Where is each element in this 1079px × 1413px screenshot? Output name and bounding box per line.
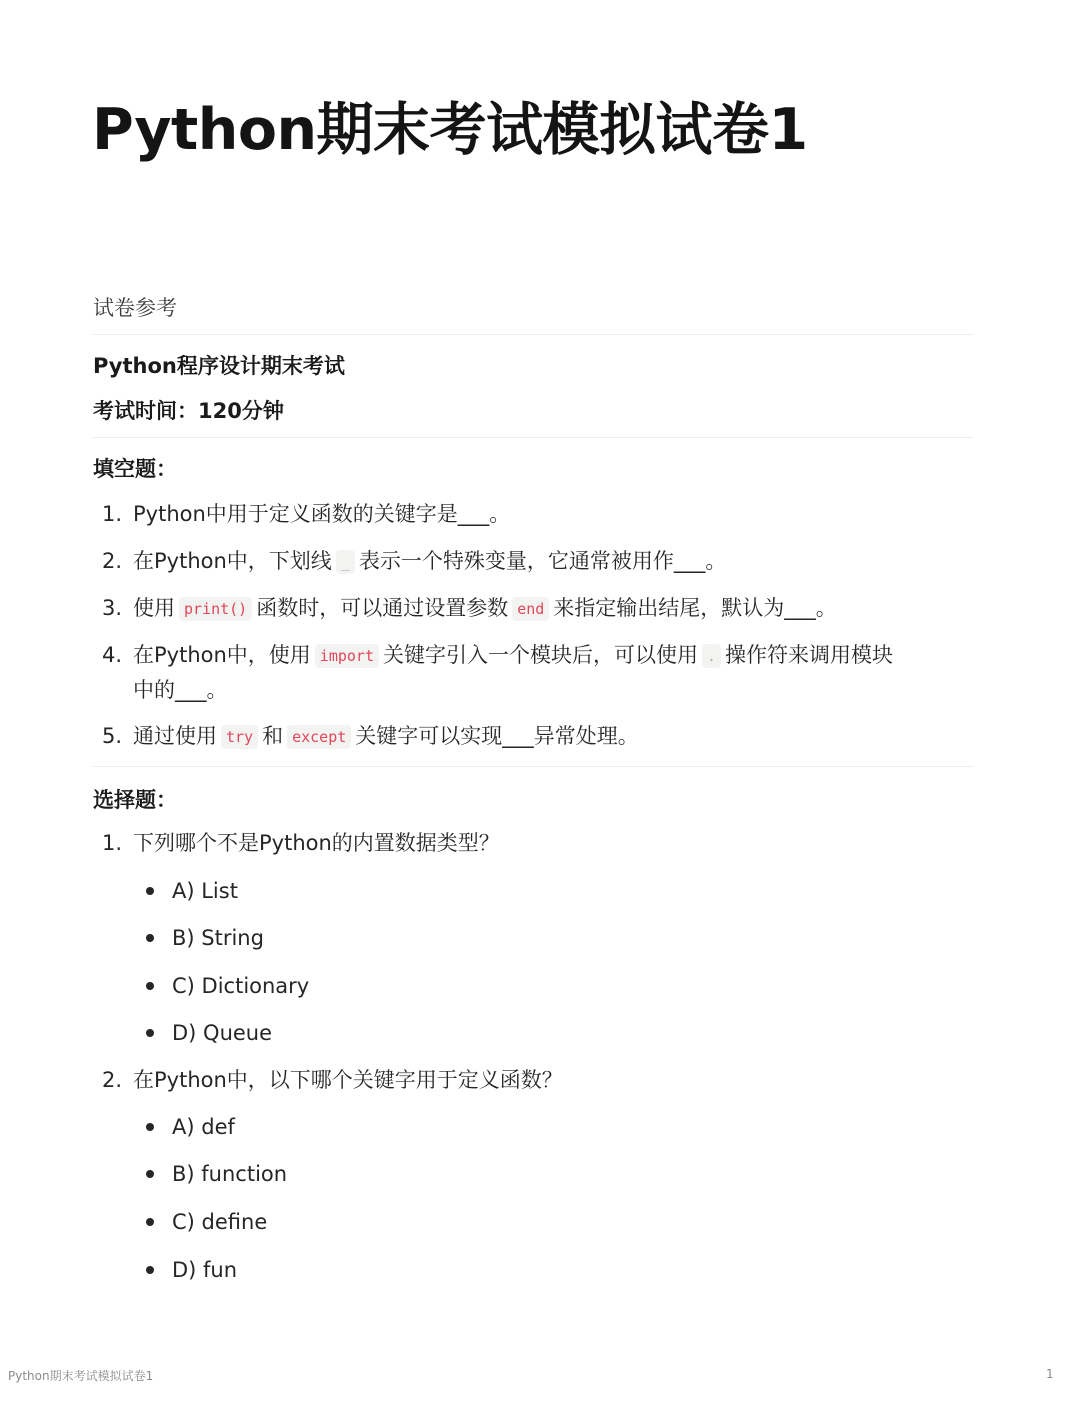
option-item <box>146 1112 235 1142</box>
inline-code: . <box>702 644 721 668</box>
item-text: Python中用于定义函数的关键字是___。 <box>133 502 511 526</box>
choice-question <box>102 1063 962 1097</box>
footer-doc-name: Python期末考试模拟试卷1 <box>8 1369 154 1383</box>
item-number: 2. <box>102 1068 123 1092</box>
item-text: 在Python中，使用 <box>133 643 311 667</box>
item-number: 1. <box>102 502 123 526</box>
bullet-icon <box>146 934 154 942</box>
question-text: 下列哪个不是Python的内置数据类型？ <box>133 831 500 855</box>
item-number: 3. <box>102 596 123 620</box>
inline-code: end <box>512 597 549 621</box>
fill-item <box>102 591 962 626</box>
item-number: 2. <box>102 549 123 573</box>
item-text: 表示一个特殊变量，它通常被用作___。 <box>358 549 727 573</box>
item-text: 和 <box>262 724 284 748</box>
bullet-icon <box>146 1266 154 1274</box>
fill-item <box>102 544 962 579</box>
item-text: 操作符来调用模块 <box>725 643 894 667</box>
option-text: D) fun <box>172 1258 238 1282</box>
option-text: D) Queue <box>172 1021 273 1045</box>
item-text: 关键字可以实现___异常处理。 <box>355 724 639 748</box>
bullet-icon <box>146 887 154 895</box>
option-text: B) function <box>172 1162 288 1186</box>
option-text: C) define <box>172 1210 268 1234</box>
choice-question <box>102 826 962 860</box>
fill-item <box>102 497 962 531</box>
inline-code: print() <box>179 597 252 621</box>
fill-item <box>102 638 962 707</box>
page-title: Python期末考试模拟试卷1 <box>92 97 808 163</box>
option-text: A) List <box>172 879 238 903</box>
divider <box>93 437 973 438</box>
option-text: A) def <box>172 1115 235 1139</box>
bullet-icon <box>146 1123 154 1131</box>
option-item <box>146 1255 237 1285</box>
bullet-icon <box>146 982 154 990</box>
divider <box>93 334 973 335</box>
option-item <box>146 876 238 906</box>
option-item <box>146 1018 272 1048</box>
divider <box>93 766 973 767</box>
item-text: 关键字引入一个模块后，可以使用 <box>382 643 698 667</box>
bullet-icon <box>146 1218 154 1226</box>
inline-code: try <box>221 725 258 749</box>
item-text: 通过使用 <box>133 724 217 748</box>
inline-code: except <box>287 725 351 749</box>
fill-section-heading: 填空题： <box>93 457 177 481</box>
item-text: 在Python中，下划线 <box>133 549 332 573</box>
item-text: 使用 <box>133 596 175 620</box>
item-text: 中的___。 <box>133 678 228 702</box>
item-number: 1. <box>102 831 123 855</box>
item-text: 来指定输出结尾，默认为___。 <box>553 596 837 620</box>
subtitle: 试卷参考 <box>93 296 177 320</box>
question-text: 在Python中，以下哪个关键字用于定义函数？ <box>133 1068 563 1092</box>
choice-section-heading: 选择题： <box>93 788 177 812</box>
bullet-icon <box>146 1029 154 1037</box>
fill-item <box>102 719 962 754</box>
footer-page-number: 1 <box>1046 1367 1054 1381</box>
item-number: 4. <box>102 643 123 667</box>
option-item <box>146 1207 267 1237</box>
inline-code: import <box>315 644 379 668</box>
option-item <box>146 971 309 1001</box>
bullet-icon <box>146 1170 154 1178</box>
item-number: 5. <box>102 724 123 748</box>
exam-time: 考试时间：120分钟 <box>93 399 284 423</box>
option-item <box>146 1159 287 1189</box>
option-text: B) String <box>172 926 264 950</box>
option-item <box>146 923 264 953</box>
item-text: 函数时，可以通过设置参数 <box>256 596 509 620</box>
exam-name: Python程序设计期末考试 <box>93 354 345 378</box>
option-text: C) Dictionary <box>172 974 310 998</box>
inline-code: _ <box>336 550 355 574</box>
